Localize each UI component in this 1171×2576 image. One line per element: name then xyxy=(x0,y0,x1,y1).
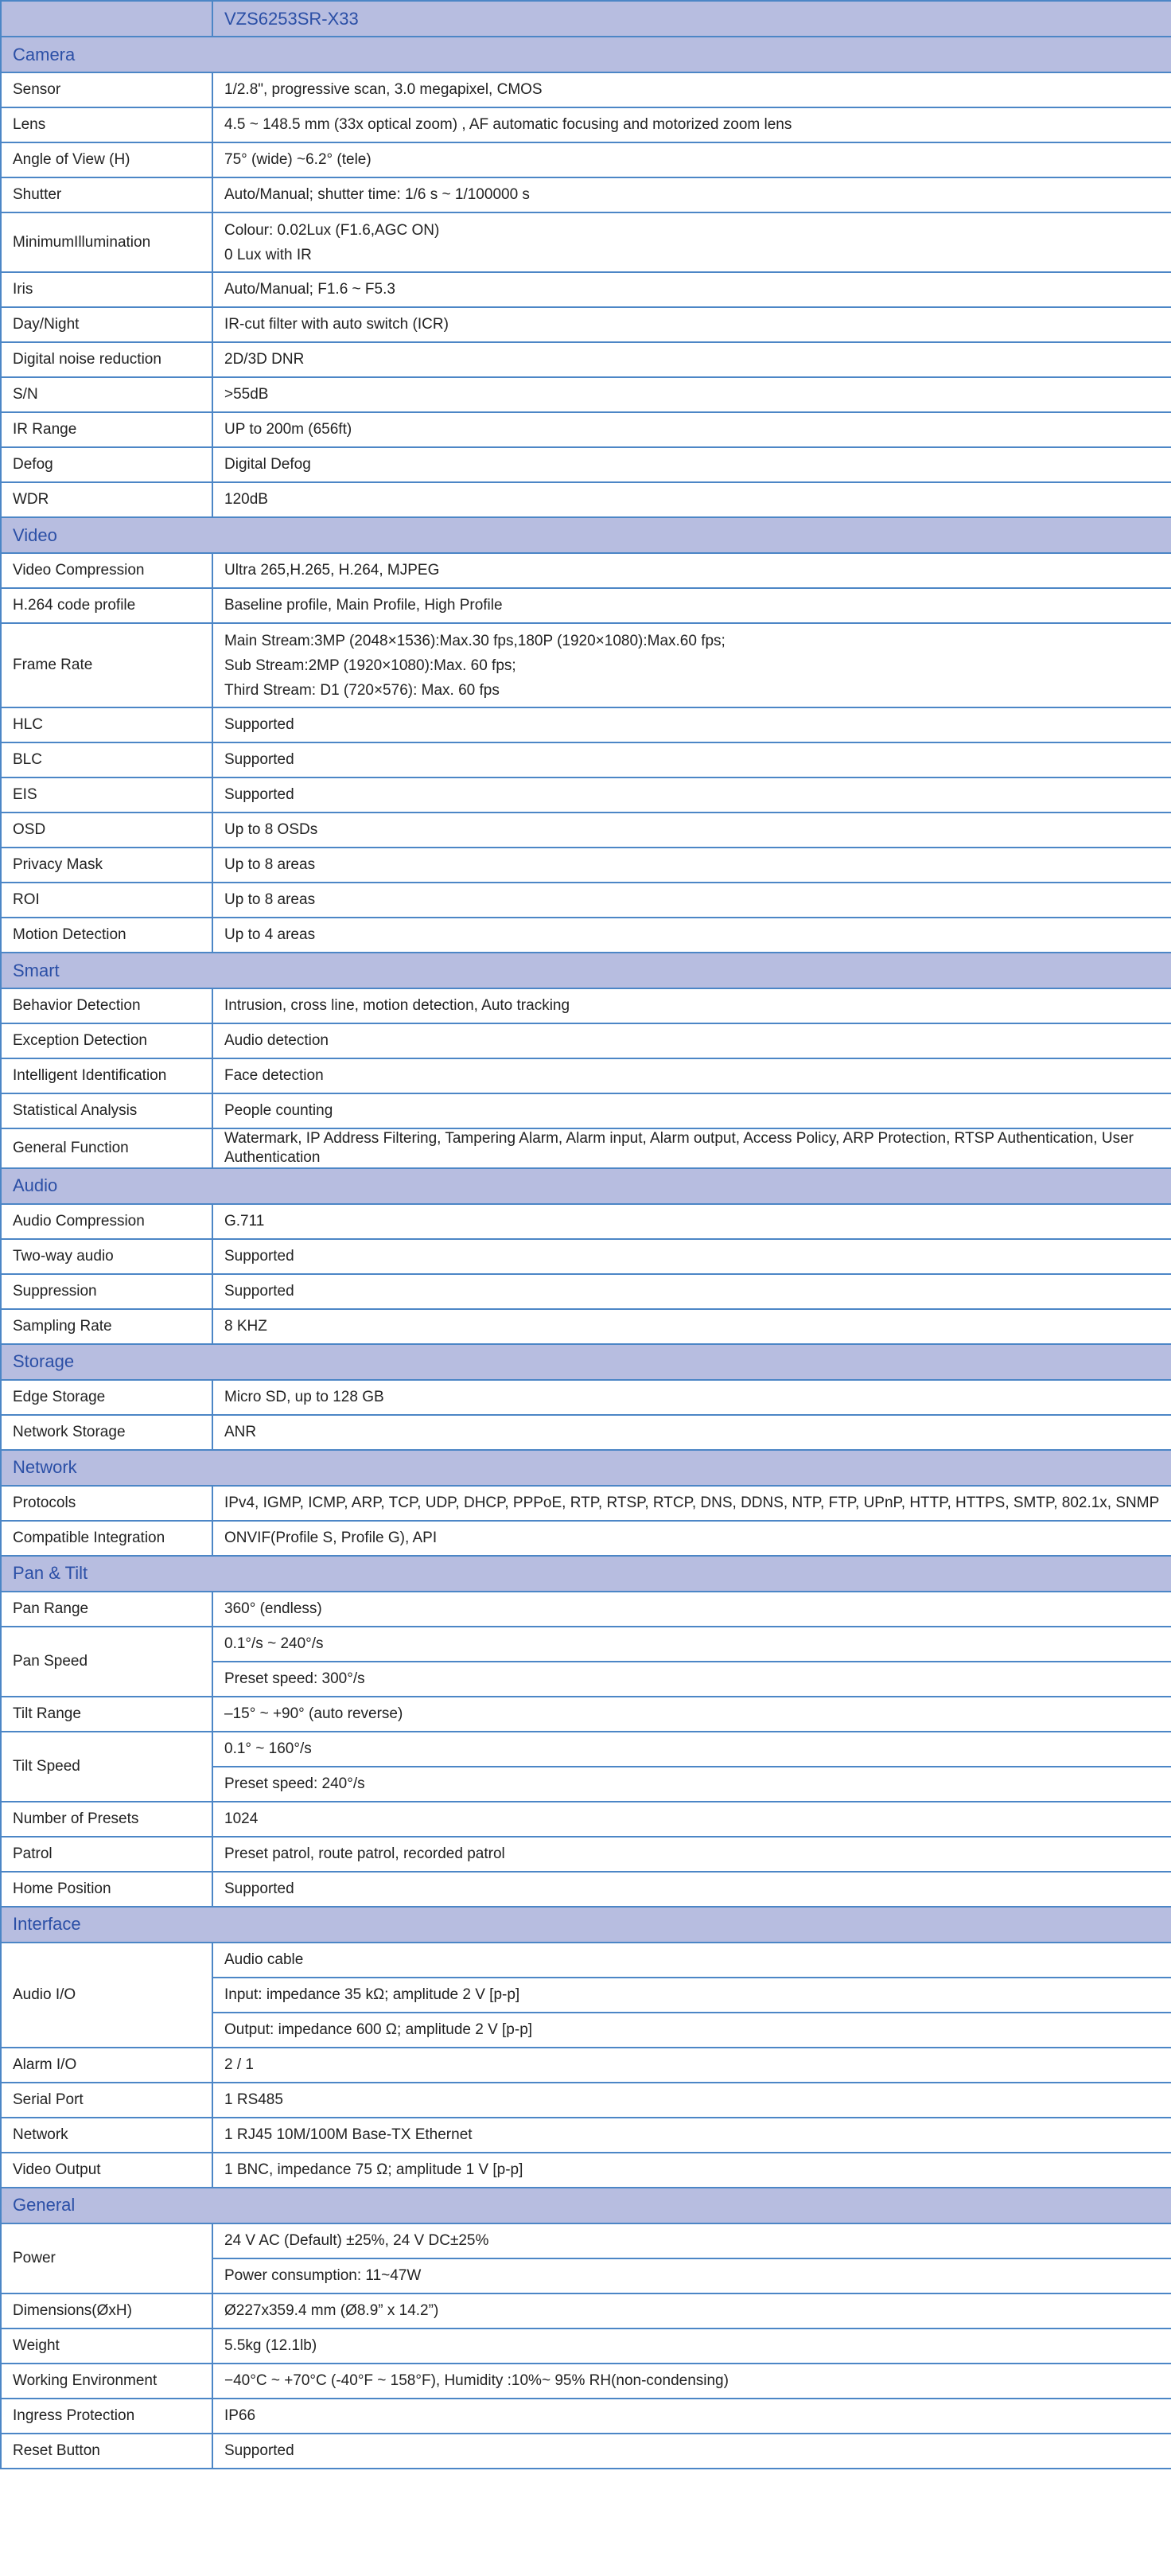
spec-name: Home Position xyxy=(1,1872,212,1907)
spec-name: Pan Speed xyxy=(1,1627,212,1697)
spec-name: EIS xyxy=(1,777,212,813)
spec-value: Power consumption: 11~47W xyxy=(212,2258,1171,2293)
spec-name: General Function xyxy=(1,1128,212,1168)
spec-name: Working Environment xyxy=(1,2364,212,2399)
spec-name: Video Output xyxy=(1,2153,212,2188)
section-header-smart xyxy=(1,953,1171,988)
spec-value: –15° ~ +90° (auto reverse) xyxy=(212,1697,1171,1732)
spec-row xyxy=(1,1204,1171,1239)
spec-value: IR-cut filter with auto switch (ICR) xyxy=(212,307,1171,342)
spec-row xyxy=(1,272,1171,307)
spec-row xyxy=(1,72,1171,107)
section-title: Smart xyxy=(1,953,1171,988)
spec-value: Supported xyxy=(212,1274,1171,1309)
spec-row xyxy=(1,1943,1171,1978)
spec-value: People counting xyxy=(212,1093,1171,1128)
spec-name: S/N xyxy=(1,377,212,412)
spec-value: Preset speed: 300°/s xyxy=(212,1662,1171,1697)
spec-value: Digital Defog xyxy=(212,447,1171,482)
spec-row xyxy=(1,2364,1171,2399)
spec-name: Digital noise reduction xyxy=(1,342,212,377)
spec-name: Sampling Rate xyxy=(1,1309,212,1344)
spec-name: Intelligent Identification xyxy=(1,1058,212,1093)
spec-row xyxy=(1,742,1171,777)
spec-name: Lens xyxy=(1,107,212,142)
spec-name: H.264 code profile xyxy=(1,588,212,623)
spec-value: Supported xyxy=(212,707,1171,742)
spec-value: 0.1° ~ 160°/s xyxy=(212,1732,1171,1767)
spec-value: 360° (endless) xyxy=(212,1592,1171,1627)
spec-row xyxy=(1,1697,1171,1732)
spec-name: BLC xyxy=(1,742,212,777)
spec-row xyxy=(1,1521,1171,1556)
spec-value: Ø227x359.4 mm (Ø8.9” x 14.2”) xyxy=(212,2293,1171,2329)
section-header-audio xyxy=(1,1168,1171,1204)
section-title: Pan & Tilt xyxy=(1,1556,1171,1592)
spec-name: Statistical Analysis xyxy=(1,1093,212,1128)
spec-name: Privacy Mask xyxy=(1,848,212,883)
spec-row xyxy=(1,883,1171,918)
section-header-storage xyxy=(1,1344,1171,1380)
spec-name: Motion Detection xyxy=(1,918,212,953)
spec-name: OSD xyxy=(1,813,212,848)
spec-row xyxy=(1,918,1171,953)
spec-name: Behavior Detection xyxy=(1,988,212,1023)
spec-value: Up to 8 areas xyxy=(212,848,1171,883)
spec-row xyxy=(1,988,1171,1023)
spec-row xyxy=(1,1592,1171,1627)
spec-value: −40°C ~ +70°C (-40°F ~ 158°F), Humidity :10%~ 95% RH(non-condensing) xyxy=(212,2364,1171,2399)
header-blank-cell xyxy=(1,1,212,37)
spec-value: Intrusion, cross line, motion detection, Auto tracking xyxy=(212,988,1171,1023)
spec-name: Dimensions(ØxH) xyxy=(1,2293,212,2329)
spec-name: Network xyxy=(1,2118,212,2153)
spec-name: Video Compression xyxy=(1,553,212,588)
spec-name: Audio I/O xyxy=(1,1943,212,2048)
spec-value: 0.1°/s ~ 240°/s xyxy=(212,1627,1171,1662)
spec-row xyxy=(1,1486,1171,1521)
section-header-camera xyxy=(1,37,1171,72)
spec-value: 2 / 1 xyxy=(212,2048,1171,2083)
spec-value: Supported xyxy=(212,2434,1171,2469)
spec-value: Up to 4 areas xyxy=(212,918,1171,953)
spec-name: WDR xyxy=(1,482,212,517)
spec-row xyxy=(1,2083,1171,2118)
spec-row xyxy=(1,377,1171,412)
spec-name: Edge Storage xyxy=(1,1380,212,1415)
section-title: Storage xyxy=(1,1344,1171,1380)
spec-value: 120dB xyxy=(212,482,1171,517)
spec-name: Tilt Range xyxy=(1,1697,212,1732)
spec-value: Auto/Manual; shutter time: 1/6 s ~ 1/100000 s xyxy=(212,177,1171,212)
spec-value: Supported xyxy=(212,777,1171,813)
spec-value: 1/2.8", progressive scan, 3.0 megapixel, CMOS xyxy=(212,72,1171,107)
spec-table-body xyxy=(1,1,1171,2469)
spec-name: Suppression xyxy=(1,1274,212,1309)
spec-value: Output: impedance 600 Ω; amplitude 2 V [p-p] xyxy=(212,2013,1171,2048)
spec-name: Iris xyxy=(1,272,212,307)
spec-name: MinimumIllumination xyxy=(1,212,212,272)
spec-row xyxy=(1,2399,1171,2434)
spec-row xyxy=(1,177,1171,212)
section-header-video xyxy=(1,517,1171,553)
spec-row xyxy=(1,1380,1171,1415)
spec-value: >55dB xyxy=(212,377,1171,412)
spec-value: Up to 8 OSDs xyxy=(212,813,1171,848)
spec-row xyxy=(1,1837,1171,1872)
spec-row xyxy=(1,2118,1171,2153)
spec-name: Day/Night xyxy=(1,307,212,342)
model-name: VZS6253SR-X33 xyxy=(212,1,1171,37)
spec-name: IR Range xyxy=(1,412,212,447)
section-header-network xyxy=(1,1450,1171,1486)
spec-name: Exception Detection xyxy=(1,1023,212,1058)
section-title: Network xyxy=(1,1450,1171,1486)
spec-row xyxy=(1,107,1171,142)
spec-value: Preset patrol, route patrol, recorded patrol xyxy=(212,1837,1171,1872)
spec-name: Frame Rate xyxy=(1,623,212,707)
spec-value: Preset speed: 240°/s xyxy=(212,1767,1171,1802)
spec-row xyxy=(1,707,1171,742)
spec-row xyxy=(1,1058,1171,1093)
spec-name: Angle of View (H) xyxy=(1,142,212,177)
spec-row xyxy=(1,412,1171,447)
section-header-general xyxy=(1,2188,1171,2223)
spec-value: 1 RJ45 10M/100M Base-TX Ethernet xyxy=(212,2118,1171,2153)
spec-row xyxy=(1,342,1171,377)
spec-row xyxy=(1,1093,1171,1128)
spec-row xyxy=(1,212,1171,272)
section-title: Camera xyxy=(1,37,1171,72)
section-title: Video xyxy=(1,517,1171,553)
spec-value: UP to 200m (656ft) xyxy=(212,412,1171,447)
spec-value: Audio detection xyxy=(212,1023,1171,1058)
spec-row xyxy=(1,2153,1171,2188)
spec-row xyxy=(1,1239,1171,1274)
spec-value: Face detection xyxy=(212,1058,1171,1093)
spec-row xyxy=(1,1274,1171,1309)
spec-value: Supported xyxy=(212,1872,1171,1907)
spec-value: 1024 xyxy=(212,1802,1171,1837)
spec-name: Shutter xyxy=(1,177,212,212)
spec-value: Supported xyxy=(212,1239,1171,1274)
spec-value: Colour: 0.02Lux (F1.6,AGC ON) 0 Lux with IR xyxy=(212,212,1171,272)
spec-name: Ingress Protection xyxy=(1,2399,212,2434)
spec-name: Alarm I/O xyxy=(1,2048,212,2083)
spec-name: Weight xyxy=(1,2329,212,2364)
spec-value: G.711 xyxy=(212,1204,1171,1239)
section-header-interface xyxy=(1,1907,1171,1943)
spec-value: Auto/Manual; F1.6 ~ F5.3 xyxy=(212,272,1171,307)
spec-value: 1 BNC, impedance 75 Ω; amplitude 1 V [p-p] xyxy=(212,2153,1171,2188)
spec-row xyxy=(1,2293,1171,2329)
spec-value: IPv4, IGMP, ICMP, ARP, TCP, UDP, DHCP, PPPoE, RTP, RTSP, RTCP, DNS, DDNS, NTP, FTP, UPnP, HTTP, HTTPS, SMTP, 802.1x, SNMP xyxy=(212,1486,1171,1521)
section-header-pan-tilt xyxy=(1,1556,1171,1592)
spec-row xyxy=(1,2048,1171,2083)
spec-row xyxy=(1,813,1171,848)
spec-row xyxy=(1,2434,1171,2469)
spec-name: Protocols xyxy=(1,1486,212,1521)
spec-value: IP66 xyxy=(212,2399,1171,2434)
spec-row xyxy=(1,553,1171,588)
spec-row xyxy=(1,482,1171,517)
spec-value: 5.5kg (12.1lb) xyxy=(212,2329,1171,2364)
spec-name: HLC xyxy=(1,707,212,742)
spec-row xyxy=(1,588,1171,623)
spec-row xyxy=(1,2223,1171,2258)
spec-value: ONVIF(Profile S, Profile G), API xyxy=(212,1521,1171,1556)
spec-name: Serial Port xyxy=(1,2083,212,2118)
spec-value: 75° (wide) ~6.2° (tele) xyxy=(212,142,1171,177)
spec-name: Reset Button xyxy=(1,2434,212,2469)
section-title: Audio xyxy=(1,1168,1171,1204)
spec-value: Supported xyxy=(212,742,1171,777)
spec-row xyxy=(1,1627,1171,1662)
spec-row xyxy=(1,1802,1171,1837)
spec-row xyxy=(1,1128,1171,1168)
spec-name: Defog xyxy=(1,447,212,482)
spec-row xyxy=(1,1415,1171,1450)
spec-value: ANR xyxy=(212,1415,1171,1450)
spec-value: Up to 8 areas xyxy=(212,883,1171,918)
spec-value: Ultra 265,H.265, H.264, MJPEG xyxy=(212,553,1171,588)
spec-value: 24 V AC (Default) ±25%, 24 V DC±25% xyxy=(212,2223,1171,2258)
spec-name: Network Storage xyxy=(1,1415,212,1450)
spec-value: Audio cable xyxy=(212,1943,1171,1978)
spec-name: Compatible Integration xyxy=(1,1521,212,1556)
spec-value: 1 RS485 xyxy=(212,2083,1171,2118)
spec-name: Pan Range xyxy=(1,1592,212,1627)
spec-name: Patrol xyxy=(1,1837,212,1872)
spec-value: Baseline profile, Main Profile, High Profile xyxy=(212,588,1171,623)
spec-name: ROI xyxy=(1,883,212,918)
spec-value: 4.5 ~ 148.5 mm (33x optical zoom) , AF automatic focusing and motorized zoom lens xyxy=(212,107,1171,142)
spec-row xyxy=(1,2329,1171,2364)
spec-row xyxy=(1,848,1171,883)
spec-row xyxy=(1,1732,1171,1767)
spec-row xyxy=(1,1023,1171,1058)
spec-name: Audio Compression xyxy=(1,1204,212,1239)
section-title: Interface xyxy=(1,1907,1171,1943)
spec-value: 2D/3D DNR xyxy=(212,342,1171,377)
spec-name: Number of Presets xyxy=(1,1802,212,1837)
spec-value: 8 KHZ xyxy=(212,1309,1171,1344)
spec-row xyxy=(1,307,1171,342)
spec-name: Sensor xyxy=(1,72,212,107)
spec-name: Power xyxy=(1,2223,212,2293)
spec-row xyxy=(1,1309,1171,1344)
spec-value: Micro SD, up to 128 GB xyxy=(212,1380,1171,1415)
spec-row xyxy=(1,142,1171,177)
spec-name: Two-way audio xyxy=(1,1239,212,1274)
spec-value: Watermark, IP Address Filtering, Tampering Alarm, Alarm input, Alarm output, Access Policy, ARP Protection, RTSP Authentication, User Authentication xyxy=(212,1128,1171,1168)
spec-value: Main Stream:3MP (2048×1536):Max.30 fps,180P (1920×1080):Max.60 fps; Sub Stream:2MP (1920×1080):Max. 60 fps; Third Stream: D1 (720×576): Max. 60 fps xyxy=(212,623,1171,707)
section-title: General xyxy=(1,2188,1171,2223)
spec-row xyxy=(1,447,1171,482)
spec-row xyxy=(1,623,1171,707)
spec-name: Tilt Speed xyxy=(1,1732,212,1802)
spec-row xyxy=(1,1872,1171,1907)
spec-value: Input: impedance 35 kΩ; amplitude 2 V [p-p] xyxy=(212,1978,1171,2013)
spec-row xyxy=(1,777,1171,813)
model-header-row xyxy=(1,1,1171,37)
